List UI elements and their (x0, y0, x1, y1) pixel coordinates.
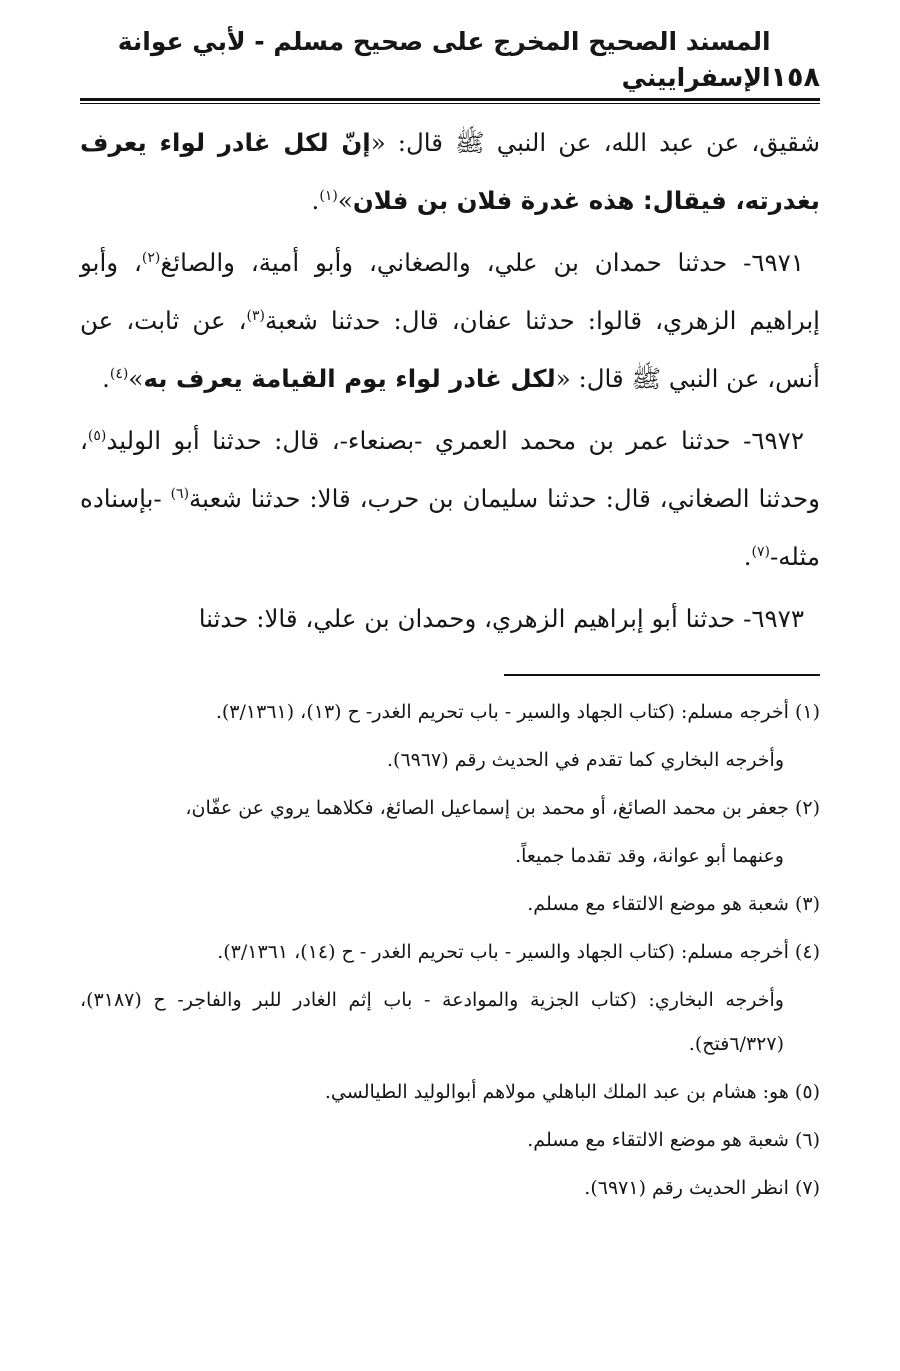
p1-end: . (311, 186, 320, 215)
footnote-2: (٢) جعفر بن محمد الصائغ، أو محمد بن إسماعيل الصائغ، فكلاهما يروي عن عفّان، (185, 797, 820, 819)
note-ref-2[interactable]: (٢) (141, 249, 161, 266)
footnote-3: (٣) شعبة هو موضع الالتقاء مع مسلم. (527, 893, 820, 915)
p2-text-b: ، وأبو إبراهيم الزهري، قالوا: حدثنا عفان، قال: حدثنا شعبة (80, 248, 820, 335)
page-number: ١٥٨ (770, 62, 820, 93)
p1-quote-close: » (337, 186, 353, 215)
footnote-4-continued: وأخرجه البخاري: (كتاب الجزية والموادعة - باب إثم الغادر للبر والفاجر- ح (٣١٨٧)، (٦/٣٢٧فتح). (80, 989, 784, 1055)
paragraph-6973 (80, 590, 820, 648)
note-ref-1[interactable]: (١) (319, 187, 338, 204)
p2-hadith-text: لكل غادر لواء يوم القيامة يعرف به (143, 364, 556, 393)
p1-hadith-text: إنّ لكل غادر لواء يعرف بغدرته، فيقال: هذه غدرة فلان بن فلان (80, 128, 820, 215)
p2-text-a: ٦٩٧١- حدثنا حمدان بن علي، والصغاني، وأبو أمية، والصائغ (160, 248, 804, 277)
p2-end: . (102, 364, 110, 393)
p3-text-a: ٦٩٧٢- حدثنا عمر بن محمد العمري -بصنعاء-، قال: حدثنا أبو الوليد (106, 426, 804, 455)
note-ref-5[interactable]: (٥) (87, 427, 107, 444)
footnote-7: (٧) انظر الحديث رقم (٦٩٧١). (584, 1177, 820, 1199)
p4-text: ٦٩٧٣- حدثنا أبو إبراهيم الزهري، وحمدان بن علي، قالا: حدثنا (198, 604, 804, 633)
footnote-1: (١) أخرجه مسلم: (كتاب الجهاد والسير - باب تحريم الغدر- ح (١٣)، (٣/١٣٦١). (215, 701, 820, 723)
p2-quote-close: » (128, 364, 144, 393)
running-title: المسند الصحيح المخرج على صحيح مسلم - لأبي عوانة الإسفراييني (117, 27, 771, 92)
p1-text: شقيق، عن عبد الله، عن النبي ﷺ قال: « (370, 128, 820, 157)
note-ref-4[interactable]: (٤) (109, 365, 129, 382)
footnote-6: (٦) شعبة هو موضع الالتقاء مع مسلم. (527, 1129, 820, 1151)
footnote-1-continued: وأخرجه البخاري كما تقدم في الحديث رقم (٦٩٦٧). (386, 749, 784, 771)
paragraph-1 (80, 114, 820, 230)
note-ref-6[interactable]: (٦) (170, 485, 190, 502)
p3-text-c: -بإسناده مثله- (80, 484, 820, 571)
footnotes (80, 690, 820, 1210)
footnote-separator (504, 674, 820, 676)
footnote-4: (٤) أخرجه مسلم: (كتاب الجهاد والسير - باب تحريم الغدر - ح (١٤)، ٣/١٣٦١). (217, 941, 820, 963)
main-text (80, 114, 820, 648)
p3-end: . (743, 542, 752, 571)
note-ref-7[interactable]: (٧) (751, 543, 770, 560)
p3-text-b: ، وحدثنا الصغاني، قال: حدثنا سليمان بن حرب، قالا: حدثنا شعبة (80, 426, 821, 513)
footnote-2-continued: وعنهما أبو عوانة، وقد تقدما جميعاً. (515, 845, 784, 867)
note-ref-3[interactable]: (٣) (246, 307, 265, 324)
header-rule-thin (80, 103, 820, 104)
book-page (80, 27, 821, 1214)
running-header (80, 27, 820, 96)
paragraph-6972 (80, 412, 820, 586)
p2-text-c: ، عن ثابت، عن أنس، عن النبي ﷺ قال: « (80, 306, 820, 393)
footnote-5: (٥) هو: هشام بن عبد الملك الباهلي مولاهم أبوالوليد الطيالسي. (324, 1081, 820, 1103)
paragraph-6971 (80, 234, 820, 408)
header-rule (80, 98, 820, 101)
